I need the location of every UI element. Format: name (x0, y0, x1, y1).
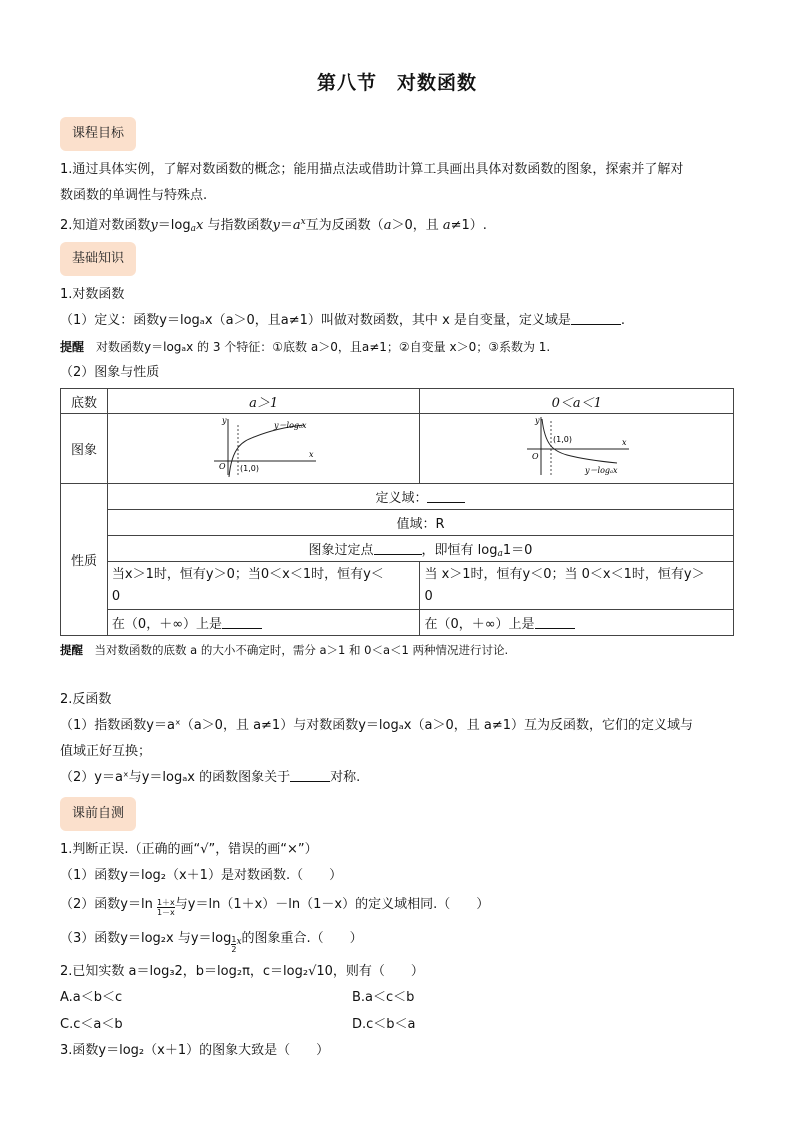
log-decreasing-graph (517, 415, 637, 479)
knowledge-2-line-2: 值域正好互换； (60, 744, 152, 759)
question-2-option-a: A.a＜b＜c (60, 990, 123, 1005)
section-badge-basics: 基础知识 (60, 242, 136, 276)
header-base: 底数 (61, 389, 108, 414)
goal-1-line-1: 1.通过具体实例，了解对数函数的概念；能用描点法或借助计算工具画出具体对数函数的图象，探索并了解对 (60, 162, 684, 177)
question-1-2: （2）函数y＝ln $\frac{1+x}{1-x}$ 与y＝ln（1＋x）－ln（1－x）的定义域相同.（ ） (60, 897, 490, 917)
point-label: (1,0) (552, 434, 572, 444)
curve-label: y＝logₐx (273, 420, 307, 430)
question-1: 1.判断正误.（正确的画“√”，错误的画“×”） (60, 842, 318, 857)
row-mono-right: 在（0，＋∞）上是 (420, 610, 734, 636)
question-1-3: （3）函数y＝log₂x 与y＝log $\frac{1}{2}$ $_x$的图象重合.（ ） (60, 931, 363, 954)
row-mono-left: 在（0，＋∞）上是 (107, 610, 420, 636)
curve-label: y＝logₐx (584, 465, 618, 475)
graph-decreasing-cell (420, 414, 734, 484)
page-title: 第八节 对数函数 (316, 72, 477, 94)
knowledge-2-heading: 2.反函数 (60, 692, 112, 707)
goal-2: 2.知道对数函数$y=\log_ax$ 与指数函数$y=a^x$互为反函数（a＞0，且 a≠1）. (60, 217, 487, 234)
graph-increasing-cell (107, 414, 420, 484)
point-label: (1,0) (239, 463, 259, 473)
y-label: y (221, 415, 227, 425)
question-2-option-c: C.c＜a＜b (60, 1017, 123, 1032)
log-increasing-graph (204, 415, 324, 479)
header-a-gt-1: a＞1 (107, 389, 420, 414)
row-fixed-point: 图象过定点 ，即恒有 $\log_a1=0$ (107, 536, 733, 562)
knowledge-1-definition: （1）定义：函数y＝logₐx（a＞0，且a≠1）叫做对数函数，其中 x 是自变量，定义域是 . (60, 313, 626, 328)
knowledge-2-line-3: （2）y＝aˣ与y＝logₐx 的函数图象关于 对称. (60, 770, 361, 785)
section-badge-goal: 课程目标 (60, 117, 136, 151)
row-range: 值域：R (107, 510, 733, 536)
question-1-1: （1）函数y＝log₂（x＋1）是对数函数.（ ） (60, 868, 343, 883)
knowledge-1-heading: 1.对数函数 (60, 287, 125, 302)
section-badge-selftest: 课前自测 (60, 797, 136, 831)
row-sign-left: 当x＞1时，恒有y＞0；当0＜x＜1时，恒有y＜ 0 (107, 562, 420, 610)
origin-label: O (531, 451, 539, 461)
x-label: x (621, 437, 627, 447)
knowledge-2-line-1: （1）指数函数y＝aˣ（a＞0，且 a≠1）与对数函数y＝logₐx（a＞0，且 a≠1）互为反函数，它们的定义域与 (60, 718, 693, 733)
question-2: 2.已知实数 a＝log₃2，b＝log₂π，c＝log₂√10，则有（ ） (60, 964, 424, 979)
x-label: x (308, 449, 314, 459)
y-label: y (534, 415, 540, 425)
property-label: 性质 (61, 484, 108, 636)
goal-1-line-2: 数函数的单调性与特殊点. (60, 188, 208, 203)
row-sign-right: 当 x＞1时，恒有y＜0；当 0＜x＜1时，恒有y＞ 0 (420, 562, 734, 610)
question-2-option-d: D.c＜b＜a (352, 1017, 416, 1032)
question-2-option-b: B.a＜c＜b (352, 990, 415, 1005)
header-a-lt-1: 0＜a＜1 (420, 389, 734, 414)
properties-table (60, 388, 734, 636)
tip-1: 提醒 对数函数y＝logₐx 的 3 个特征：①底数 a＞0，且a≠1；②自变量 x＞0；③系数为 1. (60, 340, 551, 354)
origin-label: O (218, 461, 226, 471)
question-3: 3.函数y＝log₂（x＋1）的图象大致是（ ） (60, 1043, 330, 1058)
graph-label: 图象 (61, 414, 108, 484)
row-domain: 定义域： (107, 484, 733, 510)
knowledge-graph-heading: （2）图象与性质 (60, 365, 160, 380)
tip-2: 提醒 当对数函数的底数 a 的大小不确定时，需分 a＞1 和 0＜a＜1 两种情况进行讨论. (60, 643, 509, 657)
